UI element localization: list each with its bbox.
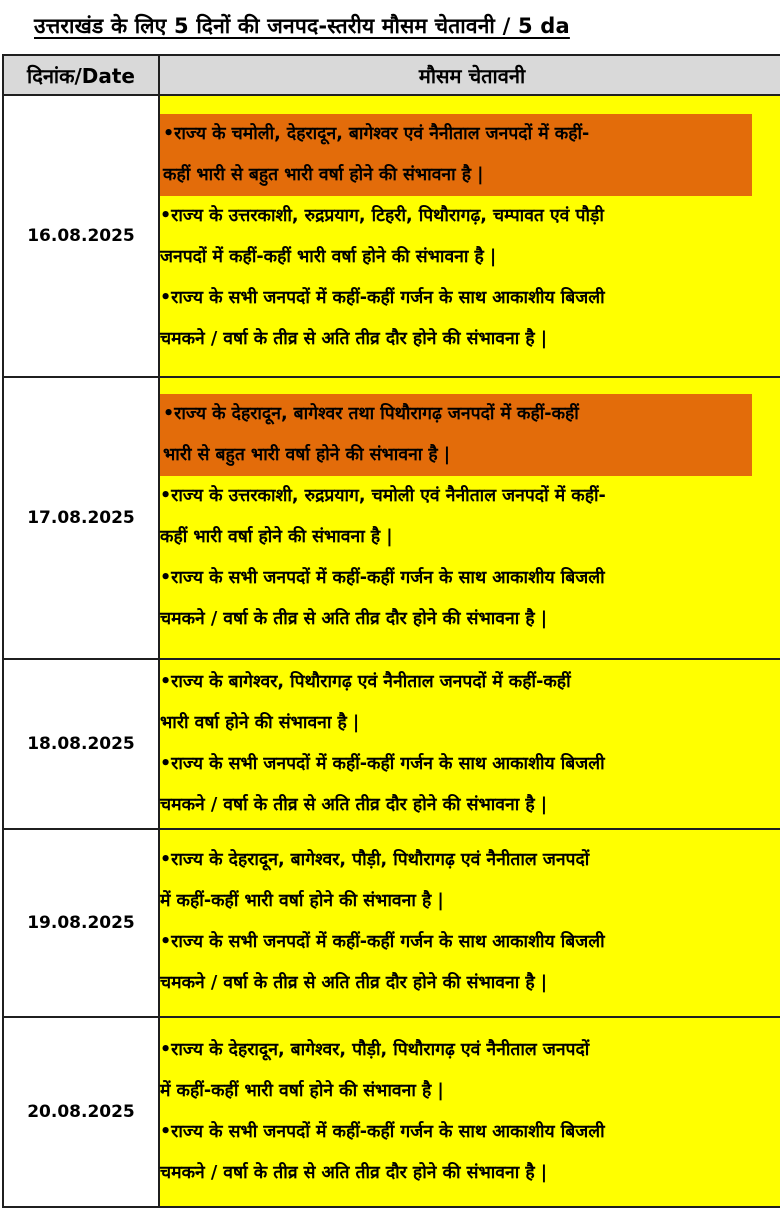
warning-cell xyxy=(159,1017,780,1207)
date-cell: 18.08.2025 xyxy=(3,659,159,829)
date-cell: 20.08.2025 xyxy=(3,1017,159,1207)
warning-cell xyxy=(159,829,780,1017)
warning-line: •राज्य के सभी जनपदों में कहीं-कहीं गर्जन के साथ आकाशीय बिजली xyxy=(160,568,605,588)
warning-line: भारी वर्षा होने की संभावना है | xyxy=(160,713,360,733)
warning-line: कहीं भारी वर्षा होने की संभावना है | xyxy=(160,527,393,547)
warning-line: भारी से बहुत भारी वर्षा होने की संभावना है | xyxy=(160,435,752,476)
warning-table xyxy=(2,54,780,1208)
warning-cell xyxy=(159,377,780,659)
date-cell: 19.08.2025 xyxy=(3,829,159,1017)
warning-line: •राज्य के सभी जनपदों में कहीं-कहीं गर्जन के साथ आकाशीय बिजली xyxy=(160,754,605,774)
date-column-header: दिनांक/Date xyxy=(3,55,159,95)
table-body xyxy=(3,95,780,1207)
table-row xyxy=(3,659,780,829)
warning-line: •राज्य के सभी जनपदों में कहीं-कहीं गर्जन के साथ आकाशीय बिजली xyxy=(160,1122,605,1142)
warning-line: कहीं भारी से बहुत भारी वर्षा होने की संभावना है | xyxy=(160,155,752,196)
warning-line: •राज्य के देहरादून, बागेश्वर तथा पिथौरागढ़ जनपदों में कहीं-कहीं xyxy=(160,394,752,435)
warning-line: चमकने / वर्षा के तीव्र से अति तीव्र दौर होने की संभावना है | xyxy=(160,329,548,349)
warning-line: चमकने / वर्षा के तीव्र से अति तीव्र दौर होने की संभावना है | xyxy=(160,609,548,629)
warning-line: •राज्य के सभी जनपदों में कहीं-कहीं गर्जन के साथ आकाशीय बिजली xyxy=(160,932,605,952)
warning-column-header: मौसम चेतावनी xyxy=(159,55,780,95)
warning-line: •राज्य के उत्तरकाशी, रुद्रप्रयाग, टिहरी, पिथौरागढ़, चम्पावत एवं पौड़ी xyxy=(160,206,604,226)
warning-line: •राज्य के चमोली, देहरादून, बागेश्वर एवं नैनीताल जनपदों में कहीं- xyxy=(160,114,752,155)
warning-line: •राज्य के बागेश्वर, पिथौरागढ़ एवं नैनीताल जनपदों में कहीं-कहीं xyxy=(160,672,571,692)
table-row xyxy=(3,377,780,659)
warning-line: चमकने / वर्षा के तीव्र से अति तीव्र दौर होने की संभावना है | xyxy=(160,973,548,993)
table-row xyxy=(3,829,780,1017)
warning-line: •राज्य के उत्तरकाशी, रुद्रप्रयाग, चमोली एवं नैनीताल जनपदों में कहीं- xyxy=(160,486,606,506)
warning-line: में कहीं-कहीं भारी वर्षा होने की संभावना है | xyxy=(160,891,444,911)
warning-line: चमकने / वर्षा के तीव्र से अति तीव्र दौर होने की संभावना है | xyxy=(160,795,548,815)
warning-line: •राज्य के देहरादून, बागेश्वर, पौड़ी, पिथौरागढ़ एवं नैनीताल जनपदों xyxy=(160,1040,590,1060)
warning-line: चमकने / वर्षा के तीव्र से अति तीव्र दौर होने की संभावना है | xyxy=(160,1163,548,1183)
date-cell: 16.08.2025 xyxy=(3,95,159,377)
warning-line: •राज्य के देहरादून, बागेश्वर, पौड़ी, पिथौरागढ़ एवं नैनीताल जनपदों xyxy=(160,850,590,870)
table-row xyxy=(3,1017,780,1207)
warning-cell xyxy=(159,95,780,377)
warning-line: में कहीं-कहीं भारी वर्षा होने की संभावना है | xyxy=(160,1081,444,1101)
warning-cell xyxy=(159,659,780,829)
page-title: उत्तराखंड के लिए 5 दिनों की जनपद-स्तरीय मौसम चेतावनी / 5 da xyxy=(34,14,570,38)
warning-line: •राज्य के सभी जनपदों में कहीं-कहीं गर्जन के साथ आकाशीय बिजली xyxy=(160,288,605,308)
warning-line: जनपदों में कहीं-कहीं भारी वर्षा होने की संभावना है | xyxy=(160,247,497,267)
date-cell: 17.08.2025 xyxy=(3,377,159,659)
table-row xyxy=(3,95,780,377)
table-header-row xyxy=(3,55,780,95)
